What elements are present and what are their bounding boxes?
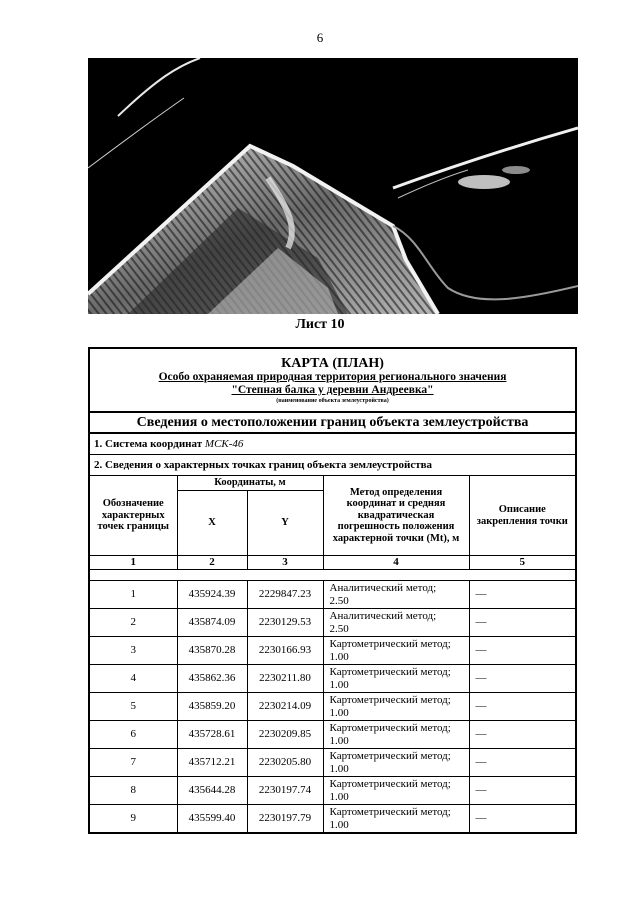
coordinate-system-label: 1. Система координат [94, 437, 203, 450]
method-name: Картометрический метод; [329, 694, 451, 707]
point-description: — [469, 721, 576, 749]
coordinate-system-value: МСК-46 [204, 437, 244, 450]
coordinate-x: 435859.20 [177, 693, 247, 721]
aerial-photo-image [88, 58, 578, 314]
header-coordinates: Координаты, м [177, 476, 323, 491]
coordinate-x: 435712.21 [177, 749, 247, 777]
coordinate-y: 2230209.85 [247, 721, 323, 749]
spacer-row [89, 570, 576, 581]
column-number: 5 [469, 556, 576, 570]
point-description: — [469, 665, 576, 693]
boundary-points-rows [89, 581, 576, 834]
method-name: Картометрический метод; [329, 778, 451, 791]
table-row [89, 805, 576, 834]
table-row [89, 721, 576, 749]
coordinate-y: 2230129.53 [247, 609, 323, 637]
table-row [89, 637, 576, 665]
coordinate-y: 2230166.93 [247, 637, 323, 665]
method-cell [323, 805, 469, 834]
method-cell [323, 693, 469, 721]
table-row [89, 609, 576, 637]
method-error: 2.50 [329, 622, 349, 635]
point-number: 9 [89, 805, 177, 834]
point-description: — [469, 693, 576, 721]
method-name: Аналитический метод; [329, 582, 437, 595]
coordinate-x: 435862.36 [177, 665, 247, 693]
point-description: — [469, 637, 576, 665]
point-number: 2 [89, 609, 177, 637]
header-point: Обозначение характерных точек границы [89, 476, 177, 556]
method-error: 1.00 [329, 790, 349, 803]
point-description: — [469, 777, 576, 805]
method-error: 1.00 [329, 762, 349, 775]
page-number: 6 [316, 30, 324, 45]
method-cell [323, 637, 469, 665]
point-number: 8 [89, 777, 177, 805]
table-row [89, 581, 576, 609]
point-number: 4 [89, 665, 177, 693]
method-error: 2.50 [329, 594, 349, 607]
header-method: Метод определения координат и средняя квадратическая погрешность положения характерной точки (Mt), м [323, 476, 469, 556]
coordinate-y: 2230197.79 [247, 805, 323, 834]
point-number: 1 [89, 581, 177, 609]
coordinate-x: 435599.40 [177, 805, 247, 834]
boundary-points-table [88, 347, 577, 834]
method-error: 1.00 [329, 650, 349, 663]
coordinate-x: 435728.61 [177, 721, 247, 749]
method-error: 1.00 [329, 734, 349, 747]
points-section-label: 2. Сведения о характерных точках границ объекта землеустройства [89, 455, 576, 476]
coordinate-y: 2229847.23 [247, 581, 323, 609]
column-number: 4 [323, 556, 469, 570]
method-name: Картометрический метод; [329, 722, 451, 735]
map-title-block [89, 348, 576, 412]
point-description: — [469, 581, 576, 609]
coordinate-x: 435644.28 [177, 777, 247, 805]
coordinate-x: 435870.28 [177, 637, 247, 665]
map-subtitle-line1: Особо охраняемая природная территория регионального значения [158, 371, 507, 384]
method-error: 1.00 [329, 818, 349, 831]
coordinate-x: 435924.39 [177, 581, 247, 609]
coordinate-y: 2230211.80 [247, 665, 323, 693]
column-number: 3 [247, 556, 323, 570]
table-row [89, 693, 576, 721]
method-error: 1.00 [329, 678, 349, 691]
column-numbers-row [89, 556, 576, 570]
column-number: 2 [177, 556, 247, 570]
point-description: — [469, 805, 576, 834]
method-name: Аналитический метод; [329, 610, 437, 623]
coordinate-x: 435874.09 [177, 609, 247, 637]
aerial-photo [88, 58, 578, 314]
method-cell [323, 721, 469, 749]
method-name: Картометрический метод; [329, 750, 451, 763]
method-name: Картометрический метод; [329, 666, 451, 679]
header-description: Описание закрепления точки [469, 476, 576, 556]
section-title: Сведения о местоположении границ объекта землеустройства [89, 412, 576, 433]
method-cell [323, 581, 469, 609]
sheet-label: Лист 10 [295, 317, 345, 332]
method-name: Картометрический метод; [329, 806, 451, 819]
coordinate-y: 2230205.80 [247, 749, 323, 777]
point-number: 5 [89, 693, 177, 721]
method-error: 1.00 [329, 706, 349, 719]
point-description: — [469, 749, 576, 777]
table-row [89, 749, 576, 777]
table-row [89, 665, 576, 693]
point-number: 6 [89, 721, 177, 749]
object-name-caption: (наименование объекта землеустройства) [276, 397, 389, 404]
method-cell [323, 777, 469, 805]
header-x: X [177, 491, 247, 556]
point-description: — [469, 609, 576, 637]
method-name: Картометрический метод; [329, 638, 451, 651]
point-number: 3 [89, 637, 177, 665]
point-number: 7 [89, 749, 177, 777]
header-y: Y [247, 491, 323, 556]
method-cell [323, 749, 469, 777]
coordinate-y: 2230197.74 [247, 777, 323, 805]
table-row [89, 777, 576, 805]
column-number: 1 [89, 556, 177, 570]
coordinate-system-row [89, 433, 576, 455]
method-cell [323, 609, 469, 637]
map-subtitle-line2: "Степная балка у деревни Андреевка" [231, 383, 434, 396]
coordinate-y: 2230214.09 [247, 693, 323, 721]
method-cell [323, 665, 469, 693]
map-title: КАРТА (ПЛАН) [281, 355, 384, 371]
